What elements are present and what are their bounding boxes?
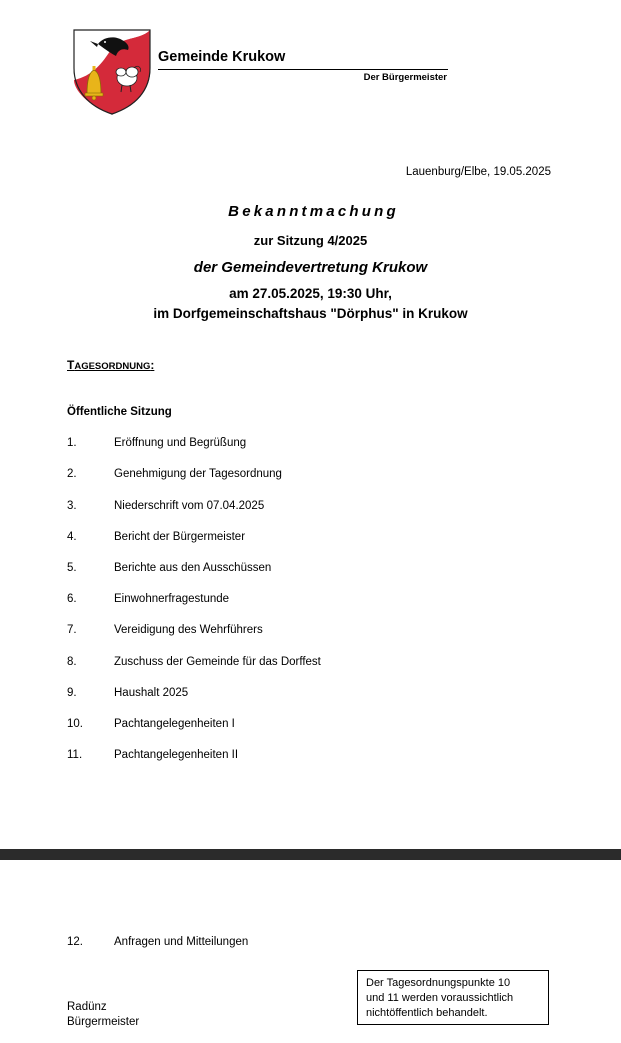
signatory-title: Bürgermeister bbox=[67, 1016, 140, 1028]
agenda-item-number: 8. bbox=[67, 656, 77, 668]
agenda-item-text: Berichte aus den Ausschüssen bbox=[114, 562, 272, 574]
agenda-item-text: Pachtangelegenheiten II bbox=[114, 749, 239, 761]
agenda-item-text: Eröffnung und Begrüßung bbox=[114, 437, 247, 449]
agenda-item-number: 10. bbox=[67, 718, 83, 730]
non-public-note-box bbox=[357, 970, 549, 1025]
coat-of-arms bbox=[72, 28, 152, 116]
agenda-item-number: 7. bbox=[67, 624, 77, 636]
agenda-item-text: Bericht der Bürgermeister bbox=[114, 531, 246, 543]
agenda-heading-rest: AGESORDNUNG bbox=[74, 361, 151, 372]
agenda-item-number: 11. bbox=[67, 749, 83, 761]
agenda-item-text: Niederschrift vom 07.04.2025 bbox=[114, 500, 265, 512]
agenda-item-text: Anfragen und Mitteilungen bbox=[114, 936, 249, 948]
office-label: Der Bürgermeister bbox=[363, 72, 447, 83]
agenda-heading bbox=[67, 358, 154, 372]
note-line: und 11 werden voraussichtlich bbox=[366, 992, 514, 1004]
agenda-item-number: 1. bbox=[67, 437, 77, 449]
announcement-title: Bekanntmachung bbox=[228, 203, 399, 220]
agenda-item-text: Vereidigung des Wehrführers bbox=[114, 624, 263, 636]
public-session-heading: Öffentliche Sitzung bbox=[67, 406, 172, 418]
meeting-venue: im Dorfgemeinschaftshaus "Dörphus" in Krukow bbox=[153, 306, 468, 321]
agenda-item-text: Einwohnerfragestunde bbox=[114, 593, 230, 605]
agenda-item-text: Haushalt 2025 bbox=[114, 687, 189, 699]
signatory-name: Radünz bbox=[67, 1001, 107, 1013]
agenda-item-number: 5. bbox=[67, 562, 77, 574]
agenda-item-number: 9. bbox=[67, 687, 77, 699]
agenda-item-text: Genehmigung der Tagesordnung bbox=[114, 468, 282, 480]
municipality-name: Gemeinde Krukow bbox=[158, 49, 286, 65]
council-name: der Gemeindevertretung Krukow bbox=[193, 259, 428, 276]
page-break-bar bbox=[0, 849, 621, 860]
agenda-item-text: Zuschuss der Gemeinde für das Dorffest bbox=[114, 656, 321, 668]
agenda-item-text: Pachtangelegenheiten I bbox=[114, 718, 235, 730]
note-line: nichtöffentlich behandelt. bbox=[366, 1007, 488, 1019]
agenda-heading-initial: T bbox=[67, 358, 75, 372]
header-divider bbox=[158, 69, 448, 70]
place-date: Lauenburg/Elbe, 19.05.2025 bbox=[405, 166, 551, 178]
agenda-item-number: 6. bbox=[67, 593, 77, 605]
session-number: zur Sitzung 4/2025 bbox=[253, 233, 368, 248]
agenda-item-number: 4. bbox=[67, 531, 77, 543]
agenda-item-number: 3. bbox=[67, 500, 77, 512]
agenda-item-number: 2. bbox=[67, 468, 77, 480]
agenda-heading-colon: : bbox=[150, 358, 155, 372]
meeting-datetime: am 27.05.2025, 19:30 Uhr, bbox=[229, 286, 392, 301]
note-line: Der Tagesordnungspunkte 10 bbox=[366, 977, 511, 989]
agenda-item-number: 12. bbox=[67, 936, 83, 948]
